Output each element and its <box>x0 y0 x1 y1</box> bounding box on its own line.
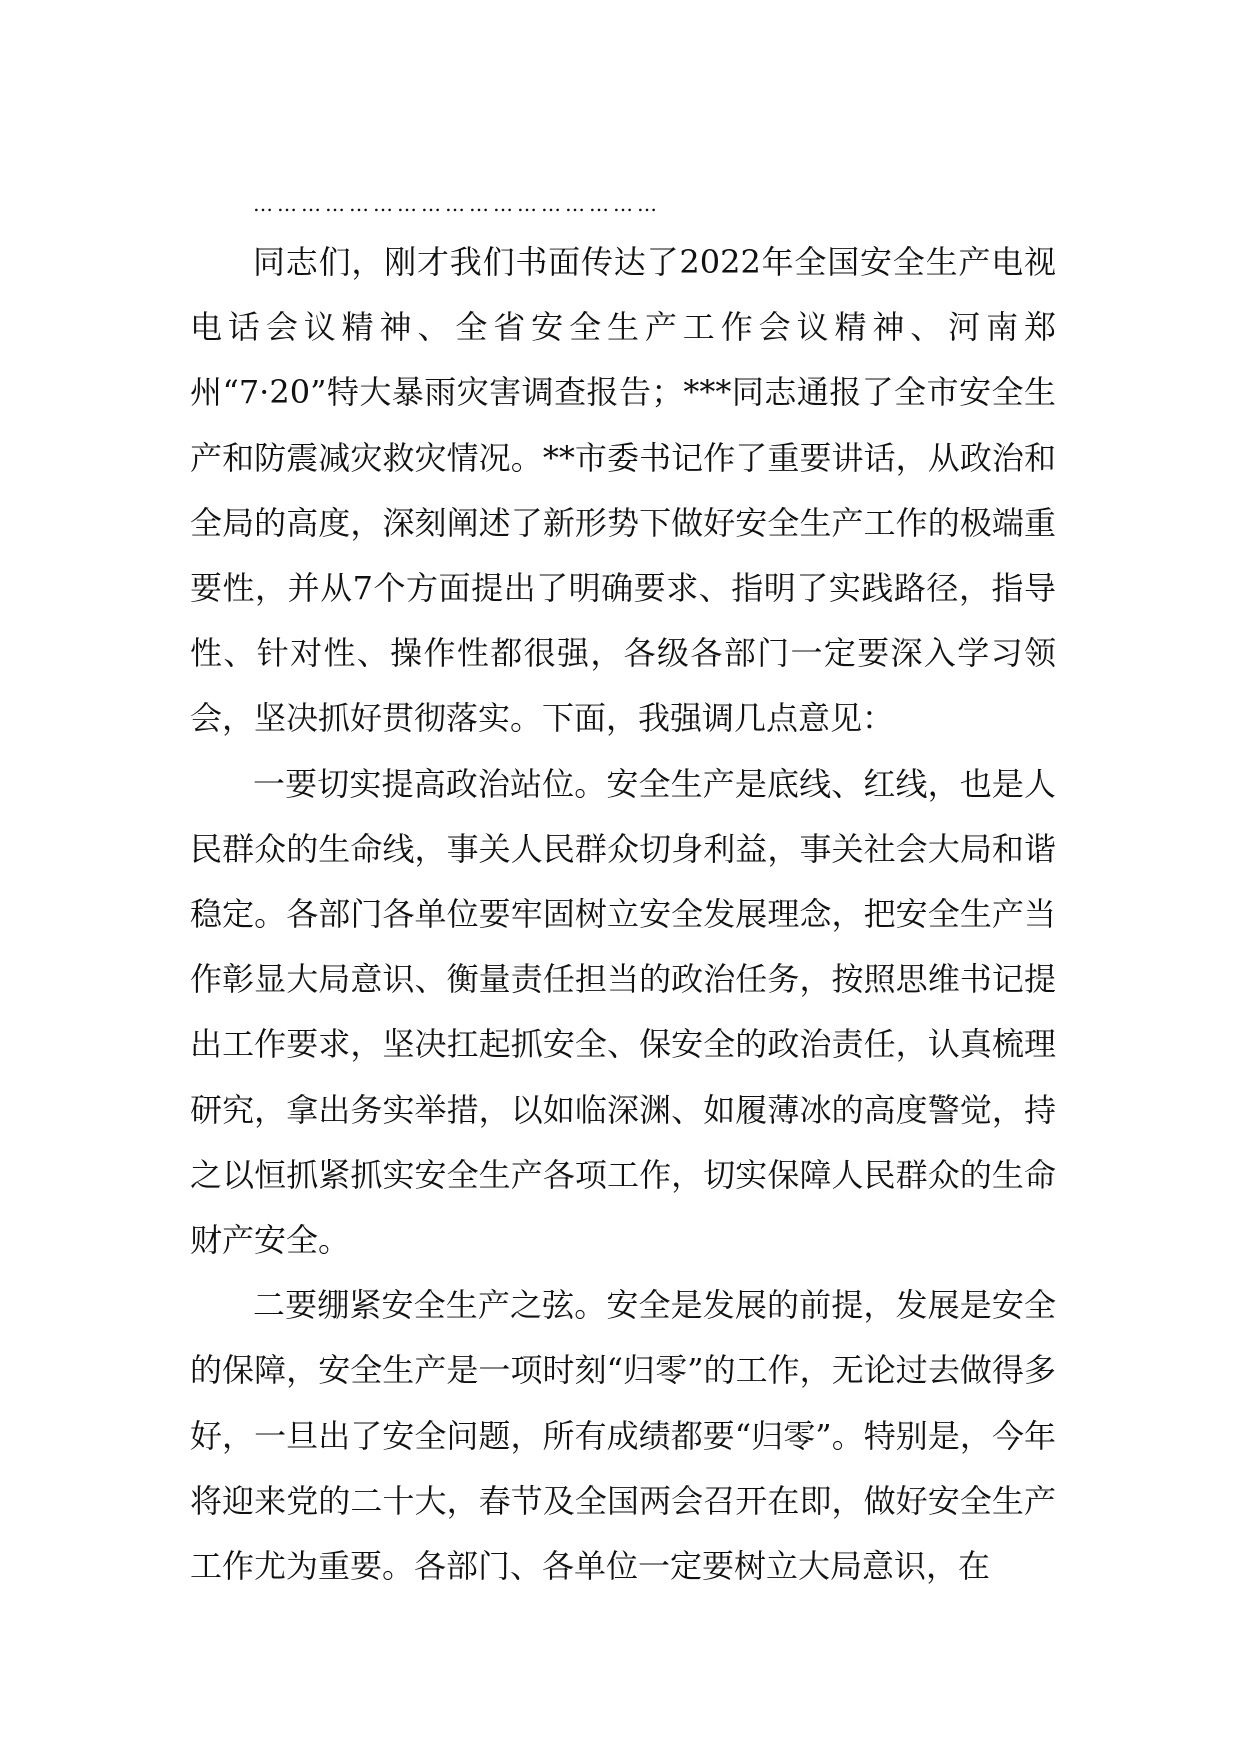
ellipsis-line: …………………………………………… <box>253 192 661 216</box>
paragraph-point-one: 一要切实提高政治站位。安全生产是底线、红线，也是人民群众的生命线，事关人民群众切身利益，事关社会大局和谐稳定。各部门各单位要牢固树立安全发展理念，把安全生产当作彰显大局意识、衡量责任担当的政治任务，按照思维书记提出工作要求，坚决扛起抓安全、保安全的政治责任，认真梳理研究，拿出务实举措，以如临深渊、如履薄冰的高度警觉，持之以恒抓紧抓实安全生产各项工作，切实保障人民群众的生命财产安全。 <box>190 764 1056 1260</box>
paragraph-intro: 同志们，刚才我们书面传达了2022年全国安全生产电视电话会议精神、全省安全生产工作会议精神、河南郑州“7·20”特大暴雨灾害调查报告；***同志通报了全市安全生产和防震减灾救灾情况。**市委书记作了重要讲话，从政治和全局的高度，深刻阐述了新形势下做好安全生产工作的极端重要性，并从7个方面提出了明确要求、指明了实践路径，指导性、针对性、操作性都很强，各级各部门一定要深入学习领会，坚决抓好贯彻落实。下面，我强调几点意见： <box>190 243 1056 738</box>
paragraph-point-two: 二要绷紧安全生产之弦。安全是发展的前提，发展是安全的保障，安全生产是一项时刻“归零”的工作，无论过去做得多好，一旦出了安全问题，所有成绩都要“归零”。特别是，今年将迎来党的二十大，春节及全国两会召开在即，做好安全生产工作尤为重要。各部门、各单位一定要树立大局意识，在 <box>190 1286 1056 1586</box>
document-body <box>190 178 1056 1599</box>
